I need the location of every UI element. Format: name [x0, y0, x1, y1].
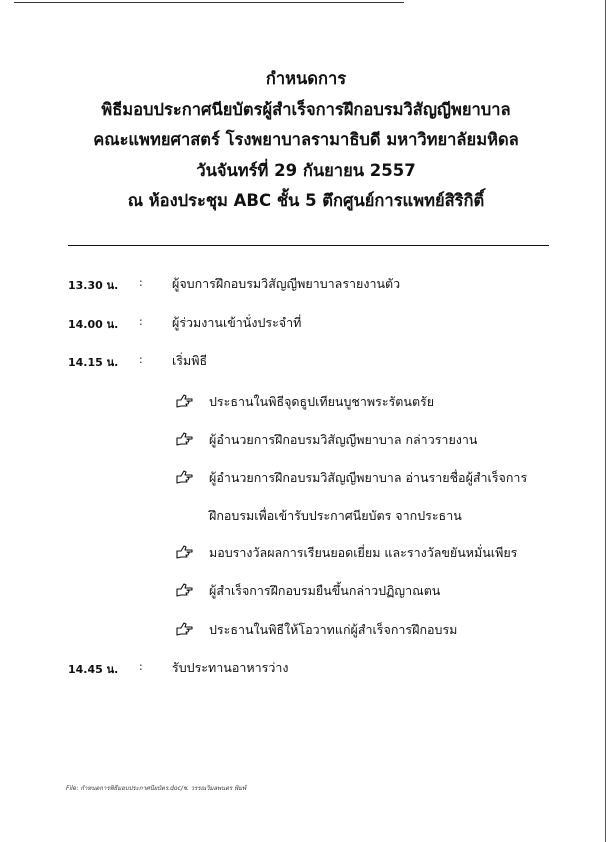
schedule-time: 14.15 น.	[68, 356, 119, 369]
schedule-separator: :	[139, 276, 143, 289]
ceremony-item-continuation: ฝึกอบรมเพื่อเข้ารับประกาศนียบัตร จากประธาน	[209, 508, 462, 523]
ceremony-item-text: ผู้อำนวยการฝึกอบรมวิสัญญีพยาบาล อ่านรายชื่อผู้สำเร็จการ	[209, 470, 528, 485]
ceremony-item-text: ประธานในพิธีให้โอวาทแก่ผู้สำเร็จการฝึกอบรม	[209, 622, 458, 637]
schedule-time: 14.45 น.	[68, 663, 119, 676]
ceremony-item	[0, 541, 612, 565]
schedule-time: 13.30 น.	[68, 279, 119, 292]
schedule-row	[0, 656, 612, 680]
header-date: วันจันทร์ที่ 29 กันยายน 2557	[196, 160, 416, 180]
schedule-row	[0, 311, 612, 335]
pointing-hand-icon	[175, 619, 195, 637]
schedule-separator: :	[139, 315, 143, 328]
schedule-description: ผู้จบการฝึกอบรมวิสัญญีพยาบาลรายงานตัว	[172, 276, 401, 291]
ceremony-item	[0, 579, 612, 603]
header-venue: ณ ห้องประชุม ABC ชั้น 5 ตึกศูนย์การแพทย์สิริกิติ์	[127, 191, 485, 210]
ceremony-item-text: ผู้อำนวยการฝึกอบรมวิสัญญีพยาบาล กล่าวรายงาน	[209, 432, 478, 447]
pointing-hand-icon	[175, 580, 195, 598]
ceremony-item	[0, 428, 612, 452]
schedule-separator: :	[139, 660, 143, 673]
header-divider	[68, 245, 549, 246]
ceremony-item-text: มอบรางวัลผลการเรียนยอดเยี่ยม และรางวัลขยันหมั่นเพียร	[209, 545, 518, 560]
document-header	[0, 64, 612, 217]
schedule-row	[0, 272, 612, 296]
header-organization: คณะแพทยศาสตร์ โรงพยาบาลรามาธิบดี มหาวิทยาลัยมหิดล	[93, 130, 519, 149]
schedule-description: เริ่มพิธี	[172, 353, 208, 368]
schedule-description: รับประทานอาหารว่าง	[172, 660, 289, 675]
pointing-hand-icon	[175, 467, 195, 485]
ceremony-item-text: ประธานในพิธีจุดธูปเทียนบูชาพระรัตนตรัย	[209, 394, 435, 409]
schedule-description: ผู้ร่วมงานเข้านั่งประจำที่	[172, 315, 302, 330]
ceremony-item	[0, 390, 612, 414]
pointing-hand-icon	[175, 429, 195, 447]
ceremony-item-text: ผู้สำเร็จการฝึกอบรมยืนขึ้นกล่าวปฏิญาณตน	[209, 583, 441, 598]
header-title: กำหนดการ	[265, 69, 347, 88]
header-ceremony-name: พิธีมอบประกาศนียบัตรผู้สำเร็จการฝึกอบรมวิสัญญีพยาบาล	[101, 99, 511, 119]
schedule-time: 14.00 น.	[68, 318, 119, 331]
schedule-row	[0, 349, 612, 373]
ceremony-item	[0, 618, 612, 642]
top-edge-rule	[14, 2, 404, 3]
schedule-separator: :	[139, 353, 143, 366]
pointing-hand-icon	[175, 542, 195, 560]
ceremony-item	[0, 466, 612, 490]
file-footnote: File: กำหนดการพิธีมอบประกาศนียบัตร.doc/ช. วรรณวิมลพนดร พิมพ์	[66, 785, 247, 792]
pointing-hand-icon	[175, 391, 195, 409]
